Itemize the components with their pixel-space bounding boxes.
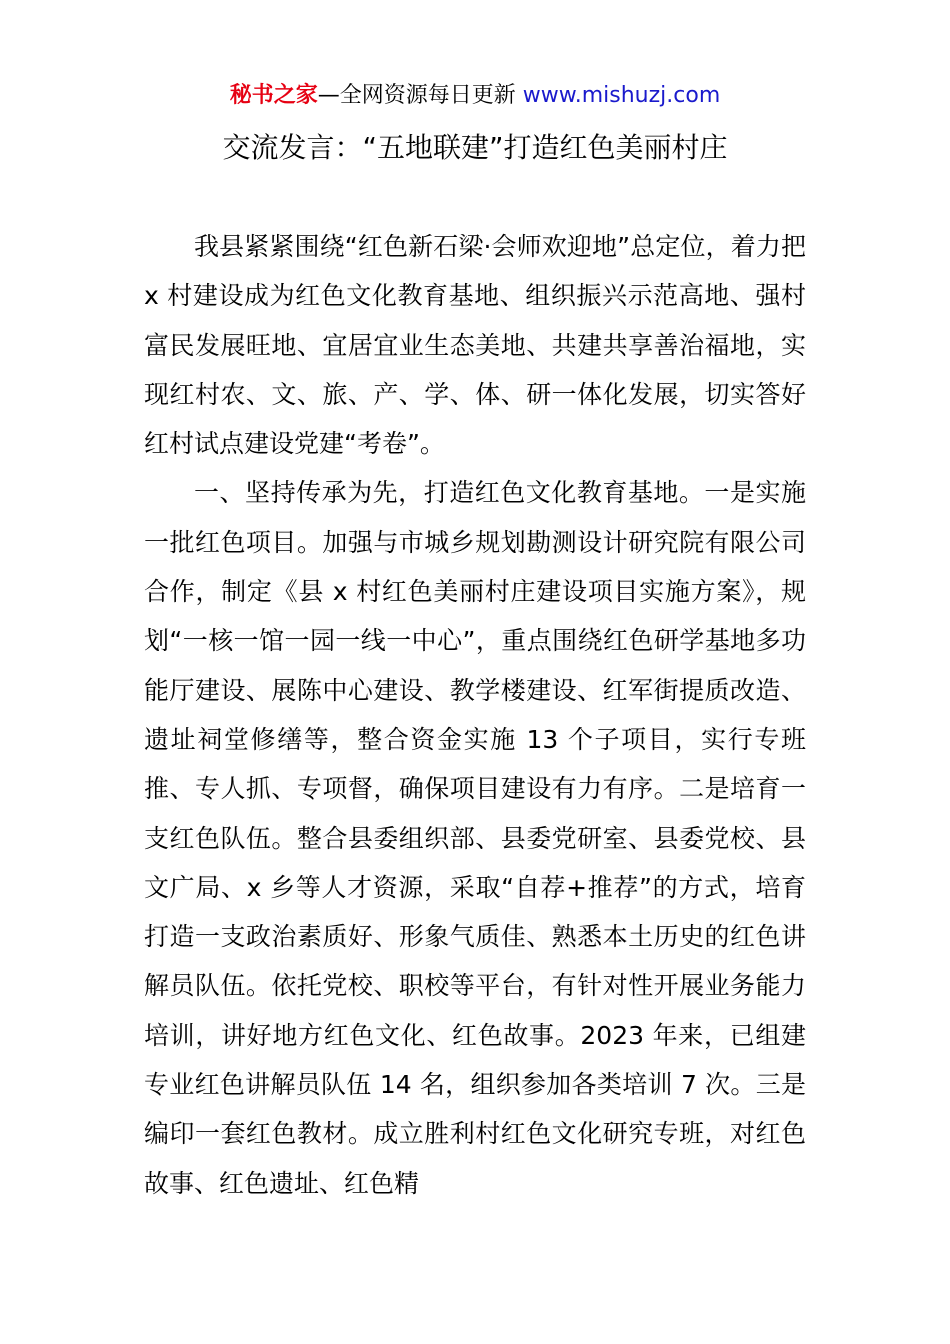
- site-banner: [0, 80, 950, 112]
- document-title: 交流发言：“五地联建”打造红色美丽村庄: [222, 131, 728, 164]
- document-body: [144, 222, 806, 1208]
- banner-tagline: —全网资源每日更新: [317, 83, 516, 108]
- intro-paragraph: 我县紧紧围绕“红色新石梁·会师欢迎地”总定位，着力把 x 村建设成为红色文化教育基地、组织振兴示范高地、强村富民发展旺地、宜居宜业生态美地、共建共享善治福地，实现红村农、文、旅、产、学、体、研一体化发展，切实答好红村试点建设党建“考卷”。: [144, 232, 806, 459]
- brand-name: 秘书之家: [229, 83, 318, 108]
- site-url-link[interactable]: www.mishuzj.com: [522, 83, 721, 108]
- section-one-paragraph: 一、坚持传承为先，打造红色文化教育基地。一是实施一批红色项目。加强与市城乡规划勘测设计研究院有限公司合作，制定《县 x 村红色美丽村庄建设项目实施方案》，规划“一核一馆一园一线一中心”，重点围绕红色研学基地多功能厅建设、展陈中心建设、教学楼建设、红军街提质改造、遗址祠堂修缮等，整合资金实施 13 个子项目，实行专班推、专人抓、专项督，确保项目建设有力有序。二是培育一支红色队伍。整合县委组织部、县委党研室、县委党校、县文广局、x 乡等人才资源，采取“自荐+推荐”的方式，培育打造一支政治素质好、形象气质佳、熟悉本土历史的红色讲解员队伍。依托党校、职校等平台，有针对性开展业务能力培训，讲好地方红色文化、红色故事。2023 年来，已组建专业红色讲解员队伍 14 名，组织参加各类培训 7 次。三是编印一套红色教材。成立胜利村红色文化研究专班，对红色故事、红色遗址、红色精: [144, 478, 806, 1198]
